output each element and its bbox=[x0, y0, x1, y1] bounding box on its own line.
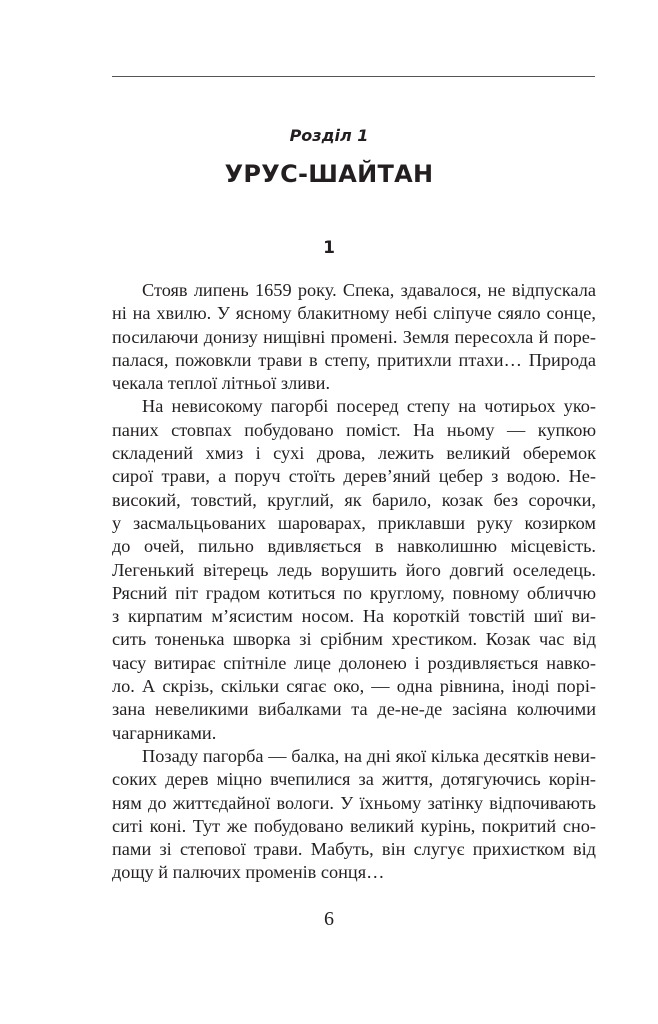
text-line: паних стовпах побудовано поміст. На ньому — купкою bbox=[112, 419, 596, 440]
page-number: 6 bbox=[324, 908, 334, 930]
text-line: сирої трави, а поруч стоїть дерев’яний цебер з водою. Не- bbox=[112, 466, 596, 487]
text-line: ситі коні. Тут же побудовано великий курінь, покритий сно- bbox=[112, 815, 596, 836]
text-line: складений хмиз і сухі дрова, лежить великий оберемок bbox=[112, 443, 596, 464]
text-line: соких дерев міцно вчепилися за життя, дотягуючись корін- bbox=[112, 769, 596, 790]
text-line: дощу й палючих променів сонця… bbox=[112, 862, 385, 883]
text-line: посилаючи донизу нищівні промені. Земля пересохла й поре- bbox=[112, 326, 596, 347]
paragraph bbox=[112, 395, 596, 744]
paragraph bbox=[112, 279, 596, 395]
text-line: зана невеликими вибалками та де-не-де засіяна колючими bbox=[112, 699, 596, 720]
text-line: високий, товстий, круглий, як барило, козак без сорочки, bbox=[112, 489, 596, 510]
text-line: палася, пожовкли трави в степу, притихли птахи… Природа bbox=[112, 349, 596, 370]
text-line: пами зі степової трави. Мабуть, він слугує прихистком від bbox=[112, 839, 596, 860]
text-line: до очей, пильно вдивляється в навколишню місцевість. bbox=[112, 536, 596, 557]
text-line: чагарниками. bbox=[112, 722, 217, 743]
body-text bbox=[112, 279, 596, 885]
text-line: На невисокому пагорбі посеред степу на чотирьох уко- bbox=[142, 396, 596, 417]
text-line: часу витирає спітніле лице долонею і роздивляється навко- bbox=[112, 652, 596, 673]
text-line: сить тоненька шворка зі срібним хрестиком. Козак час від bbox=[112, 629, 596, 650]
text-line: ням до життєдайної вологи. У їхньому затінку відпочивають bbox=[112, 792, 596, 813]
text-line: Стояв липень 1659 року. Спека, здавалося, не відпускала bbox=[142, 280, 596, 300]
text-line: ні на хвилю. У ясному блакитному небі сліпуче сяяло сонце, bbox=[112, 303, 596, 324]
text-line: з кирпатим м’ясистим носом. На короткій товстій шиї ви- bbox=[112, 606, 596, 627]
header-rule bbox=[112, 76, 595, 77]
text-line: Позаду пагорба — балка, на дні якої кілька десятків неви- bbox=[142, 745, 596, 766]
chapter-title: УРУС-ШАЙТАН bbox=[224, 160, 434, 188]
text-line: Рясний піт градом котиться по круглому, повному обличчю bbox=[112, 582, 596, 603]
paragraph bbox=[112, 745, 596, 885]
chapter-label: Розділ 1 bbox=[289, 126, 369, 145]
text-line: Легенький вітерець ледь ворушить його довгий оселедець. bbox=[112, 559, 596, 580]
text-line: ло. А скрізь, скільки сягає око, — одна рівнина, іноді порі- bbox=[112, 676, 596, 697]
text-line: чекала теплої літньої зливи. bbox=[112, 373, 331, 394]
text-line: у засмальцьованих шароварах, приклавши руку козирком bbox=[112, 512, 596, 533]
section-number: 1 bbox=[323, 238, 335, 258]
